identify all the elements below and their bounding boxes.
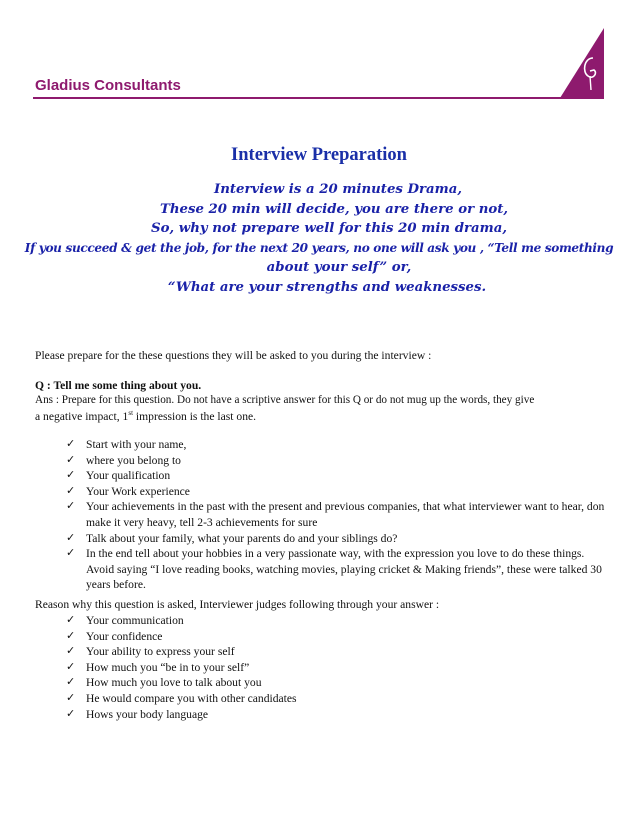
- drama-line: “What are your strengths and weaknesses.: [167, 279, 487, 295]
- list-item: ✓ In the end tell about your hobbies in a very passionate way, with the expression you love to do these things. Avoid saying “I love reading books, watching movies, playing cricket & Making friends”, these were talked 30 years before.: [66, 547, 602, 592]
- drama-line: If you succeed & get the job, for the next 20 years, no one will ask you , “Tell me something: [24, 240, 614, 255]
- list-item: ✓ How much you “be in to your self”: [66, 660, 250, 674]
- check-icon: ✓: [66, 438, 76, 450]
- list-item: ✓ Your communication: [66, 614, 184, 627]
- check-icon: ✓: [66, 707, 76, 720]
- check-icon: ✓: [66, 484, 76, 497]
- list-item: ✓ Your Work experience: [66, 484, 190, 498]
- drama-line: Interview is a 20 minutes Drama,: [214, 182, 462, 197]
- gladius-logo: [560, 28, 604, 98]
- check-icon: ✓: [66, 691, 76, 704]
- tips-list: [66, 437, 606, 593]
- check-icon: ✓: [66, 614, 76, 626]
- list-item: ✓ Hows your body language: [66, 707, 209, 721]
- check-icon: ✓: [66, 629, 76, 642]
- check-icon: ✓: [66, 469, 76, 482]
- check-icon: ✓: [66, 660, 76, 673]
- drama-quote: [0, 180, 638, 297]
- list-item: ✓ Talk about your family, what your parents do and your siblings do?: [66, 531, 398, 545]
- answer-text: [35, 393, 610, 424]
- answer-line: Ans : Prepare for this question. Do not have a scriptive answer for this Q or do not mug up the words, they give: [35, 394, 535, 406]
- company-name: Gladius Consultants: [35, 77, 181, 94]
- judges-list: [66, 613, 606, 722]
- intro-text: Please prepare for the these questions they will be asked to you during the interview :: [35, 349, 432, 362]
- header-divider: [33, 97, 604, 99]
- list-item: ✓ Your qualification: [66, 469, 171, 483]
- drama-line: So, why not prepare well for this 20 min drama,: [151, 221, 507, 236]
- list-item: ✓ He would compare you with other candidates: [66, 691, 297, 705]
- page-title: Interview Preparation: [231, 145, 407, 165]
- list-item: ✓ How much you love to talk about you: [66, 676, 262, 690]
- list-item: ✓ Your achievements in the past with the present and previous companies, that what interviewer want to hear, don make it very heavy, tell 2-3 achievements for sure: [66, 500, 605, 529]
- list-item: ✓ where you belong to: [66, 453, 181, 467]
- answer-line: a negative impact, 1st impression is the last one.: [35, 408, 257, 423]
- drama-line: about your self” or,: [266, 260, 412, 275]
- check-icon: ✓: [66, 531, 76, 544]
- reason-text: Reason why this question is asked, Interviewer judges following through your answer :: [35, 598, 440, 611]
- list-item: ✓ Your ability to express your self: [66, 645, 235, 659]
- question-heading: Q : Tell me some thing about you.: [35, 379, 202, 392]
- drama-line: These 20 min will decide, you are there or not,: [159, 201, 509, 217]
- check-icon: ✓: [66, 500, 76, 513]
- check-icon: ✓: [66, 645, 76, 658]
- check-icon: ✓: [66, 547, 76, 560]
- check-icon: ✓: [66, 453, 76, 466]
- list-item: ✓ Your confidence: [66, 629, 163, 643]
- list-item: ✓ Start with your name,: [66, 438, 187, 451]
- check-icon: ✓: [66, 676, 76, 689]
